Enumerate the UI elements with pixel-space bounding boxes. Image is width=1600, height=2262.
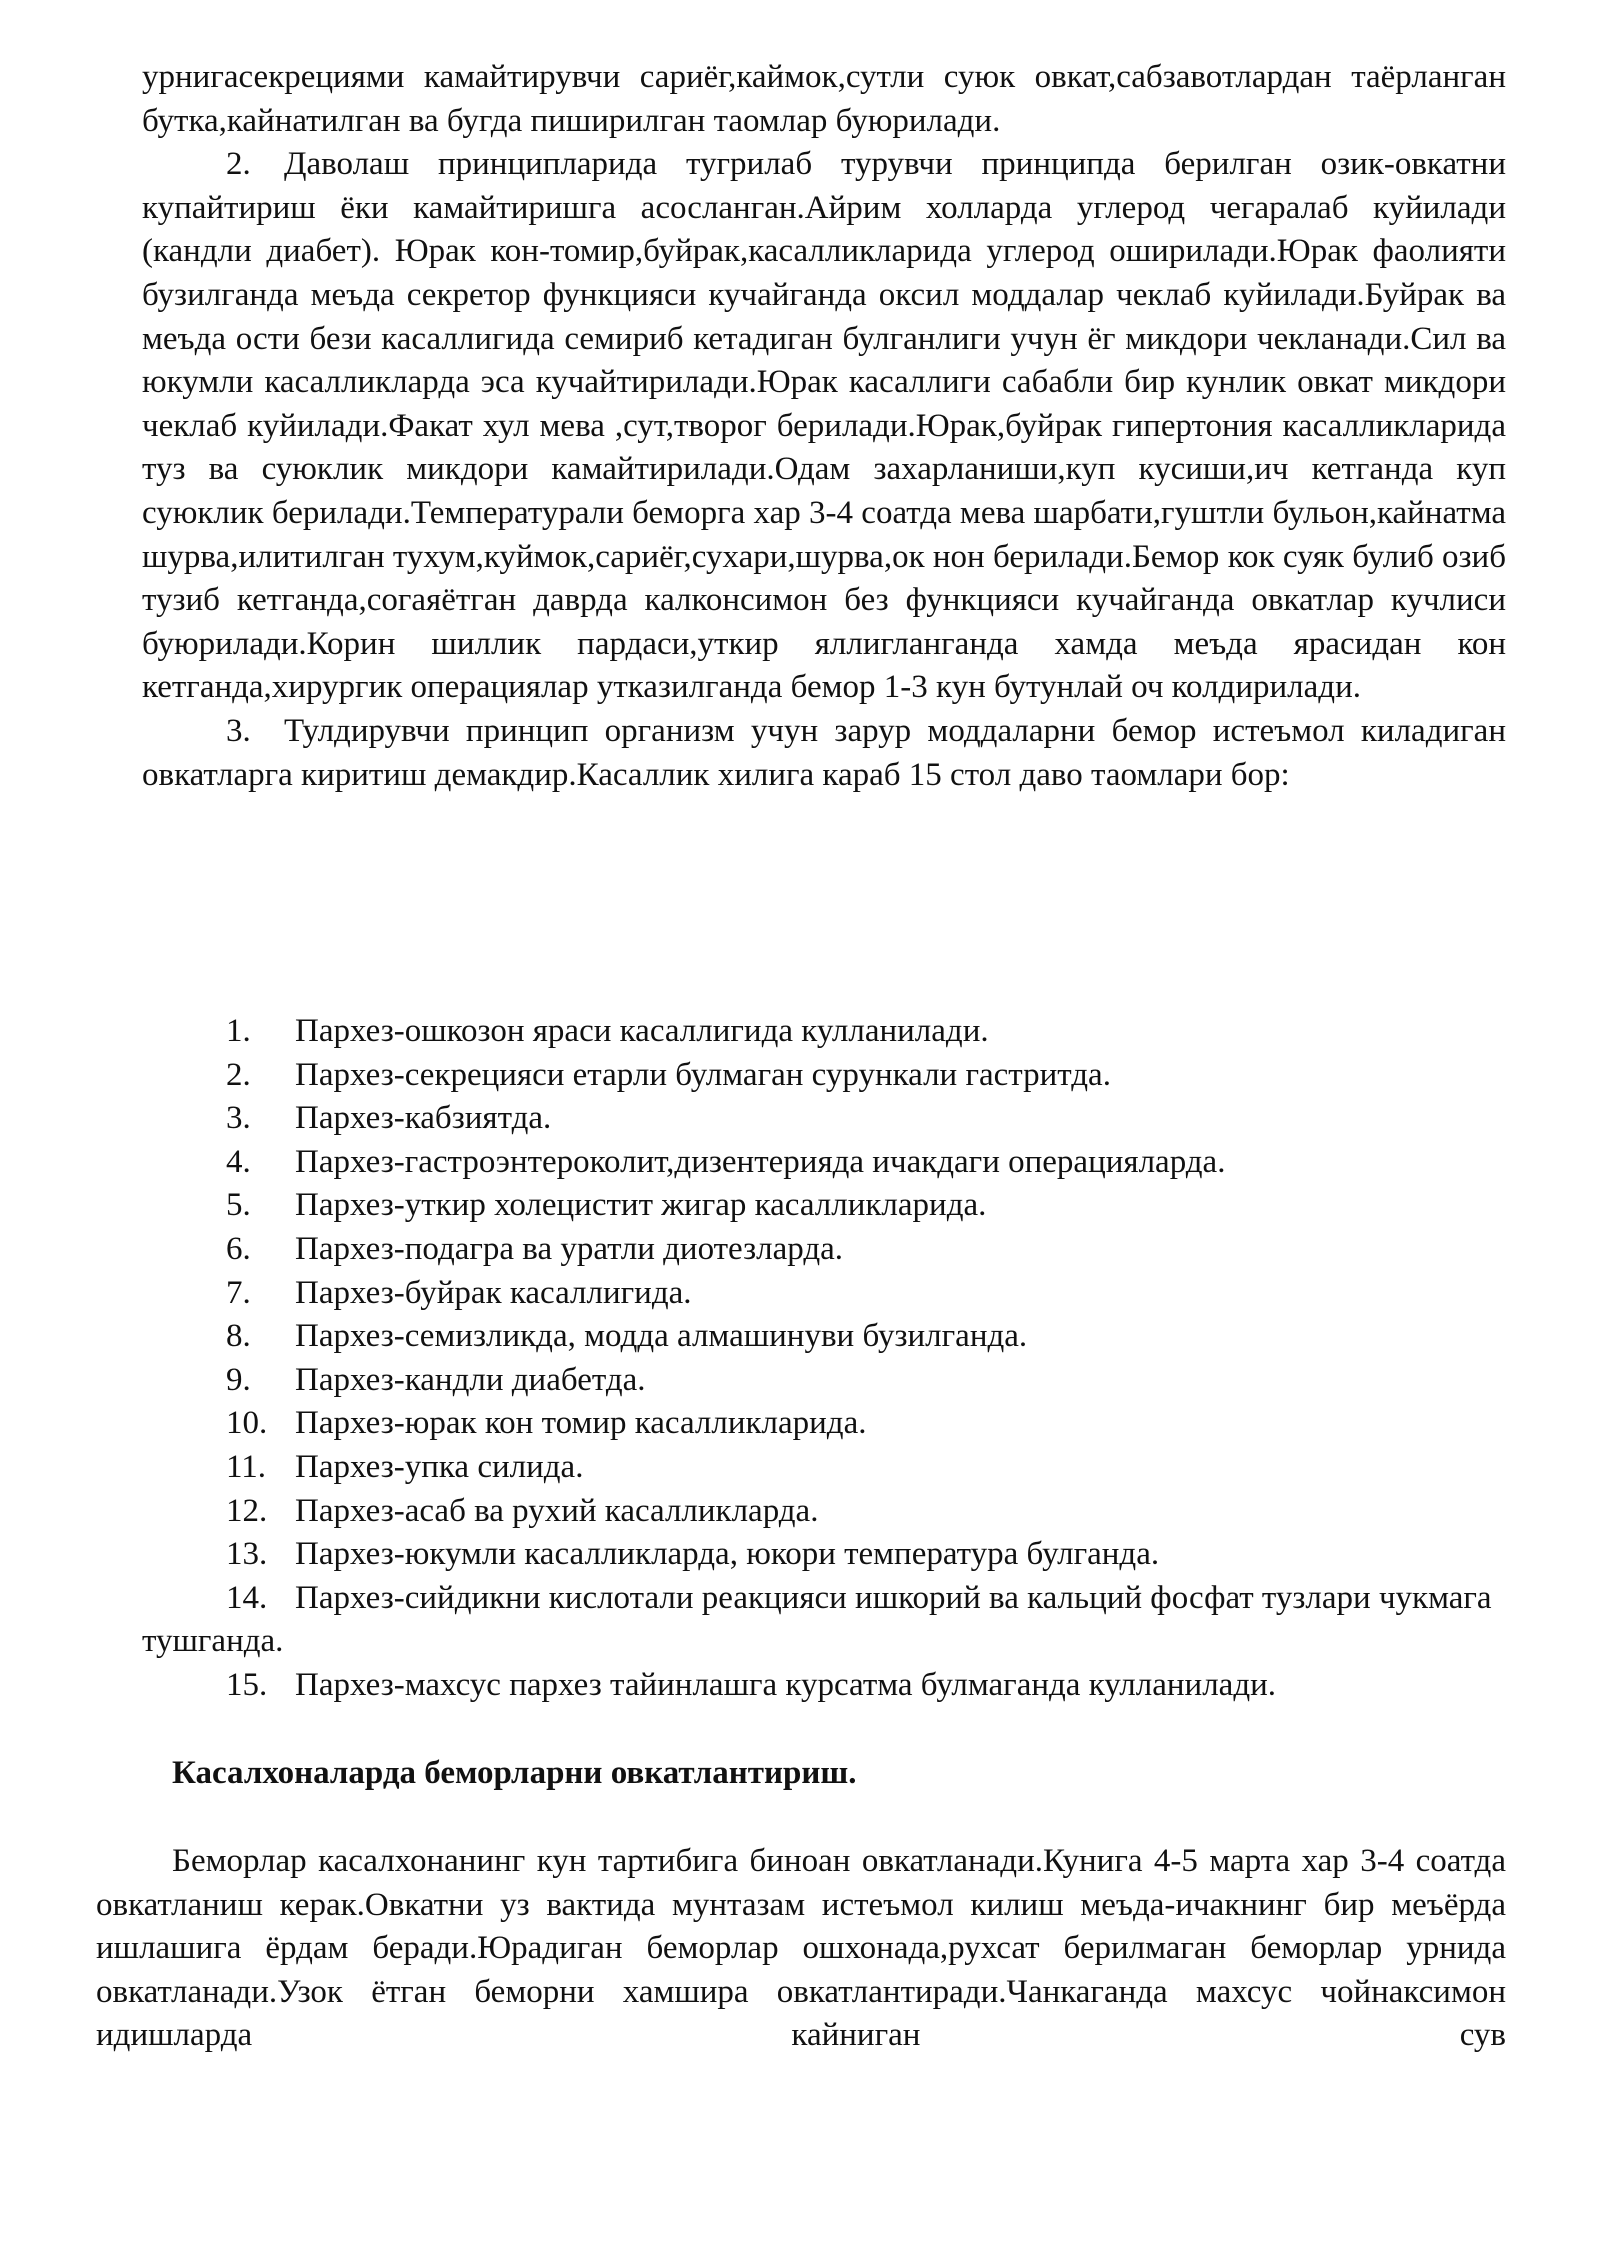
principle-3-text: Тулдирувчи принцип организм учун зарур моддаларни бемор истеъмол киладиган овкатларга киритиш демакдир.Касаллик хилига караб 15 стол даво таомлари бор: [142,712,1506,793]
principle-2-number: 2. [226,146,251,183]
principle-3-paragraph [142,710,1506,797]
list-item [142,1664,1522,1708]
list-item-text: Пархез-буйрак касаллигида. [295,1274,692,1311]
principle-2-paragraph [142,143,1506,710]
list-item-text: Пархез-секрецияси етарли булмаган сурункали гастритда. [295,1056,1111,1093]
list-item [142,1402,1522,1446]
list-item [142,1097,1522,1141]
list-item [142,1359,1522,1403]
diet-table-list [142,1010,1522,1708]
list-item-text: Пархез-гастроэнтероколит,дизентерияда ичакдаги операцияларда. [295,1143,1226,1180]
principle-2-text: Даволаш принципларида тугрилаб турувчи принципда берилган озик-овкатни купайтириш ёки камайтиришга асосланган.Айрим холларда углерод чегаралаб куйилади (кандли диабет). Юрак кон-томир,буйрак,касалликларида углерод оширилади.Юрак фаолияти бузилганда меъда секретор функцияси кучайганда оксил моддалар чеклаб куйилади.Буйрак ва меъда ости бези касаллигида семириб кетадиган булганлиги учун ёг микдори чекланади.Сил ва юкумли касалликларда эса кучайтирилади.Юрак касаллиги сабабли бир кунлик овкат микдори чеклаб куйилади.Факат хул мева ,сут,творог берилади.Юрак,буйрак гипертония касалликларида туз ва суюклик микдори камайтирилади.Одам захарланиши,куп кусиши,ич кетганда куп суюклик берилади.Температурали беморга хар 3-4 соатда мева шарбати,гуштли бульон,кайнатма шурва,илитилган тухум,куймок,сариёг,сухари,шурва,ок нон берилади.Бемор кок суяк булиб озиб тузиб кетганда,согаяётган даврда калконсимон без функцияси кучайганда овкатлар кучлиси буюрилади.Корин шиллик пардаси,уткир яллигланганда хамда меъда ярасидан кон кетганда,хирургик операциялар утказилганда бемор 1-3 кун бутунлай оч колдирилади. [142,146,1506,706]
list-item-number: 9. [226,1361,251,1398]
list-item-number: 13. [226,1536,268,1573]
principle-3-number: 3. [226,712,251,749]
list-item-text: Пархез-махсус пархез тайинлашга курсатма булмаганда кулланилади. [295,1666,1277,1703]
list-item-number: 2. [226,1056,251,1093]
list-item-text: Пархез-упка силида. [295,1448,584,1485]
list-item-number: 8. [226,1318,251,1355]
list-item [142,1577,1522,1664]
list-item-text: Пархез-асаб ва рухий касалликларда. [295,1492,819,1529]
list-item-text: Пархез-ошкозон яраси касаллигида кулланилади. [295,1013,989,1049]
list-item-text: Пархез-кандли диабетда. [295,1361,646,1398]
list-item-number: 3. [226,1100,251,1137]
list-item-number: 1. [226,1013,251,1049]
list-item-number: 6. [226,1230,251,1267]
list-item-number: 14. [226,1579,268,1616]
list-item-number: 10. [226,1405,268,1442]
list-item [142,1446,1522,1490]
list-item [142,1184,1522,1228]
list-item [142,1490,1522,1534]
list-item [142,1141,1522,1185]
list-item [142,1010,1522,1054]
list-item-text: Пархез-юкумли касалликларда, юкори температура булганда. [295,1536,1160,1573]
list-item-text: Пархез-подагра ва уратли диотезларда. [295,1230,844,1267]
section-heading: Касалхоналарда беморларни овкатлантириш. [172,1755,857,1791]
list-item-number: 7. [226,1274,251,1311]
list-item-number: 5. [226,1187,251,1224]
list-item-number: 15. [226,1666,268,1703]
list-item-number: 4. [226,1143,251,1180]
list-item [142,1315,1522,1359]
list-item-text: Пархез-семизликда, модда алмашинуви бузилганда. [295,1318,1028,1355]
list-item [142,1054,1522,1098]
list-item [142,1272,1522,1316]
list-item [142,1228,1522,1272]
top-paragraphs [142,56,1506,797]
list-item-text: Пархез-кабзиятда. [295,1100,552,1137]
intro-paragraph: урнигасекрециями камайтирувчи сариёг,каймок,сутли суюк овкат,сабзавотлардан таёрланган бутка,кайнатилган ва бугда пиширилган таомлар буюрилади. [142,59,1506,139]
list-item-number: 12. [226,1492,268,1529]
list-item [142,1533,1522,1577]
list-item-text: Пархез-юрак кон томир касалликларида. [295,1405,867,1442]
final-section [96,1840,1506,2058]
final-paragraph: Беморлар касалхонанинг кун тартибига биноан овкатланади.Кунига 4-5 марта хар 3-4 соатда овкатланиш керак.Овкатни уз вактида мунтазам истеъмол килиш меъда-ичакнинг бир меъёрда ишлашига ёрдам беради.Юрадиган беморлар ошхонада,рухсат берилмаган беморлар урнида овкатланади.Узок ётган беморни хамшира овкатлантиради.Чанкаганда махсус чойнаксимон идишларда кайниган сув [96,1843,1506,2054]
list-item-number: 11. [226,1448,267,1485]
list-item-text: Пархез-сийдикни кислотали реакцияси ишкорий ва кальций фосфат тузлари чукмага тушганда. [142,1579,1492,1660]
list-item-text: Пархез-уткир холецистит жигар касалликларида. [295,1187,987,1224]
